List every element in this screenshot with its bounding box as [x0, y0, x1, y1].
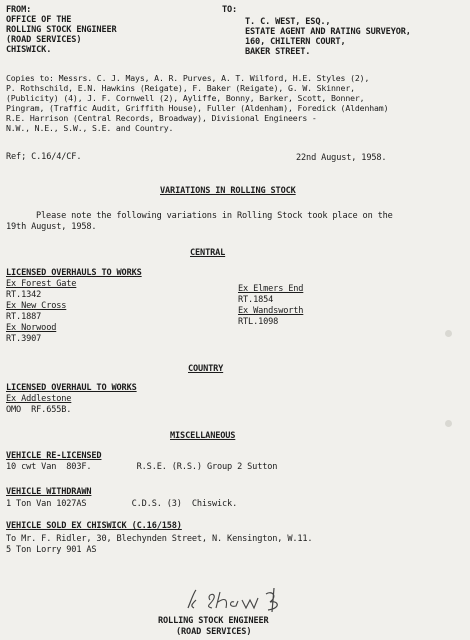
- copies-line: N.W., N.E., S.W., S.E. and Country.: [6, 123, 174, 133]
- footer-title: ROLLING STOCK ENGINEER: [158, 616, 269, 626]
- vehicle-code: RT.3907: [6, 334, 42, 344]
- central-subheading: LICENSED OVERHAULS TO WORKS: [6, 268, 142, 278]
- vehicle-code: RTL.1098: [238, 317, 279, 327]
- to-line: BAKER STREET.: [245, 47, 311, 57]
- reference-number: Ref; C.16/4/CF.: [6, 152, 82, 162]
- withdrawn-heading: VEHICLE WITHDRAWN: [6, 487, 92, 497]
- punch-hole: [445, 330, 452, 337]
- sold-line: To Mr. F. Ridler, 30, Blechynden Street, N. Kensington, W.11.: [6, 534, 313, 544]
- country-subheading: LICENSED OVERHAUL TO WORKS: [6, 383, 137, 393]
- to-heading: TO:: [222, 5, 238, 15]
- central-heading: CENTRAL: [190, 248, 226, 258]
- vehicle-code: RT.1342: [6, 290, 42, 300]
- memo-title: VARIATIONS IN ROLLING STOCK: [160, 186, 296, 196]
- to-line: ESTATE AGENT AND RATING SURVEYOR,: [245, 27, 411, 37]
- copies-line: (Publicity) (4), J. F. Cornwell (2), Ayliffe, Bonny, Barker, Scott, Bonner,: [6, 93, 365, 103]
- withdrawn-line: 1 Ton Van 1027AS C.D.S. (3) Chiswick.: [6, 499, 238, 509]
- copies-line: Pingram, (Traffic Audit, Griffith House), Fuller (Aldenham), Foredick (Aldenham): [6, 103, 389, 113]
- handwritten-signature: [182, 584, 292, 616]
- from-line: (ROAD SERVICES): [6, 35, 82, 45]
- copies-line: Copies to: Messrs. C. J. Mays, A. R. Purves, A. T. Wilford, H.E. Styles (2),: [6, 73, 370, 83]
- from-heading: FROM:: [6, 5, 32, 15]
- works-from: Ex Wandsworth: [238, 306, 304, 316]
- copies-line: P. Rothschild, E.N. Hawkins (Reigate), F. Baker (Reigate), G. W. Skinner,: [6, 83, 355, 93]
- works-from: Ex Elmers End: [238, 284, 304, 294]
- sold-line: 5 Ton Lorry 901 AS: [6, 545, 97, 555]
- intro-line: Please note the following variations in Rolling Stock took place on the: [36, 211, 393, 221]
- works-from: Ex Norwood: [6, 323, 57, 333]
- to-line: 160, CHILTERN COURT,: [245, 37, 346, 47]
- relicensed-line: 10 cwt Van 803F. R.S.E. (R.S.) Group 2 Sutton: [6, 462, 278, 472]
- footer-subtitle: (ROAD SERVICES): [176, 627, 252, 637]
- relicensed-heading: VEHICLE RE-LICENSED: [6, 451, 102, 461]
- misc-heading: MISCELLANEOUS: [170, 431, 236, 441]
- vehicle-code: RT.1887: [6, 312, 42, 322]
- memo-date: 22nd August, 1958.: [296, 153, 387, 163]
- copies-line: R.E. Harrison (Central Records, Broadway), Divisional Engineers -: [6, 113, 317, 123]
- works-from: Ex New Cross: [6, 301, 67, 311]
- from-line: OFFICE OF THE: [6, 15, 72, 25]
- from-line: CHISWICK.: [6, 45, 52, 55]
- country-heading: COUNTRY: [188, 364, 224, 374]
- to-line: T. C. WEST, ESQ.,: [245, 17, 331, 27]
- vehicle-code: RT.1854: [238, 295, 274, 305]
- punch-hole: [445, 420, 452, 427]
- from-line: ROLLING STOCK ENGINEER: [6, 25, 117, 35]
- works-from: Ex Forest Gate: [6, 279, 77, 289]
- sold-heading: VEHICLE SOLD EX CHISWICK (C.16/158): [6, 521, 182, 531]
- intro-line: 19th August, 1958.: [6, 222, 97, 232]
- vehicle-code: OMO RF.655B.: [6, 405, 72, 415]
- works-from: Ex Addlestone: [6, 394, 72, 404]
